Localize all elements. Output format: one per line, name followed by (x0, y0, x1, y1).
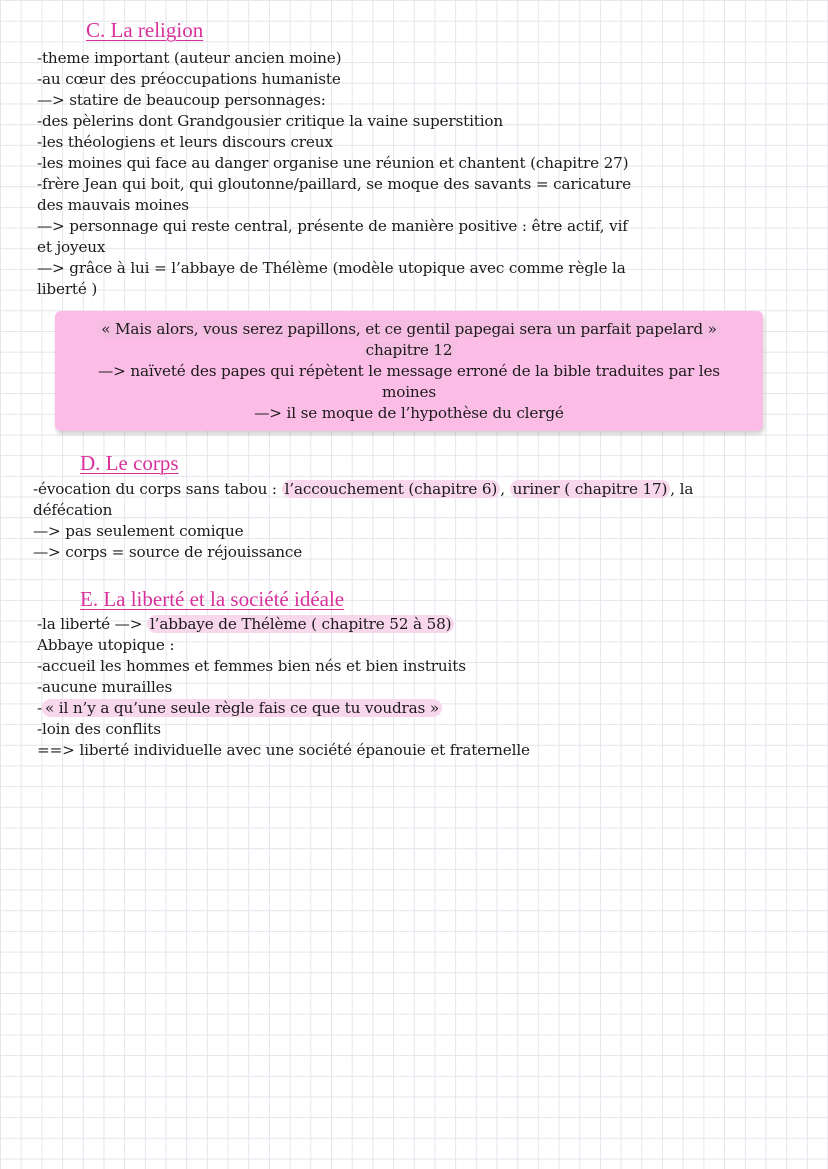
section-title-corps: D. Le corps (80, 451, 179, 475)
text-line: —> statire de beaucoup personnages: (37, 91, 326, 109)
section-title-religion: C. La religion (86, 18, 204, 42)
text-line: défécation (33, 501, 113, 519)
text-line: des mauvais moines (37, 196, 189, 214)
text-line: —> personnage qui reste central, présente de manière positive : être actif, vif (37, 217, 628, 235)
text-line (33, 479, 693, 500)
quote-box (55, 311, 763, 431)
text-segment: - (37, 699, 42, 717)
quote-line (55, 319, 763, 340)
text-line (37, 698, 442, 719)
highlight-accouchement: l’accouchement (chapitre 6) (282, 480, 501, 498)
text-line: Abbaye utopique : (37, 636, 175, 654)
section-title-liberte: E. La liberté et la société idéale (80, 587, 345, 611)
highlight-uriner: uriner ( chapitre 17) (510, 480, 671, 498)
text-line: ==> liberté individuelle avec une société épanouie et fraternelle (37, 741, 530, 759)
text-line: —> corps = source de réjouissance (33, 543, 303, 561)
text-line: -accueil les hommes et femmes bien nés et bien instruits (37, 657, 466, 675)
highlight-regle: « il n’y a qu’une seule règle fais ce que tu voudras » (42, 699, 442, 717)
text-line: -loin des conflits (37, 720, 161, 738)
text-segment: , la (670, 480, 694, 498)
quote-comment: moines (381, 383, 437, 401)
highlight-abbaye: l’abbaye de Thélème ( chapitre 52 à 58) (147, 615, 454, 633)
text-line: liberté ) (37, 280, 98, 298)
text-line: —> pas seulement comique (33, 522, 244, 540)
quote-text: « Mais alors, vous serez papillons, et ce gentil papegai sera un parfait papelard » (97, 320, 721, 338)
text-segment: -évocation du corps sans tabou : (33, 480, 282, 498)
text-line: -les théologiens et leurs discours creux (37, 133, 333, 151)
quote-comment: —> il se moque de l’hypothèse du clergé (254, 404, 564, 422)
quote-comment: —> naïveté des papes qui répètent le message erroné de la bible traduites par les (98, 362, 720, 380)
quote-reference-line (55, 340, 763, 361)
text-line: -aucune murailles (37, 678, 173, 696)
text-line: -les moines qui face au danger organise une réunion et chantent (chapitre 27) (37, 154, 629, 172)
quote-reference: chapitre 12 (362, 341, 457, 359)
text-line: -frère Jean qui boit, qui gloutonne/paillard, se moque des savants = caricature (37, 175, 632, 193)
text-line: -theme important (auteur ancien moine) (37, 49, 342, 67)
text-line (37, 614, 454, 635)
text-line: -au cœur des préoccupations humaniste (37, 70, 341, 88)
text-line: et joyeux (37, 238, 106, 256)
text-segment: , (500, 480, 510, 498)
text-line: -des pèlerins dont Grandgousier critique la vaine superstition (37, 112, 504, 130)
text-line: —> grâce à lui = l’abbaye de Thélème (modèle utopique avec comme règle la (37, 259, 626, 277)
text-segment: -la liberté —> (37, 615, 147, 633)
